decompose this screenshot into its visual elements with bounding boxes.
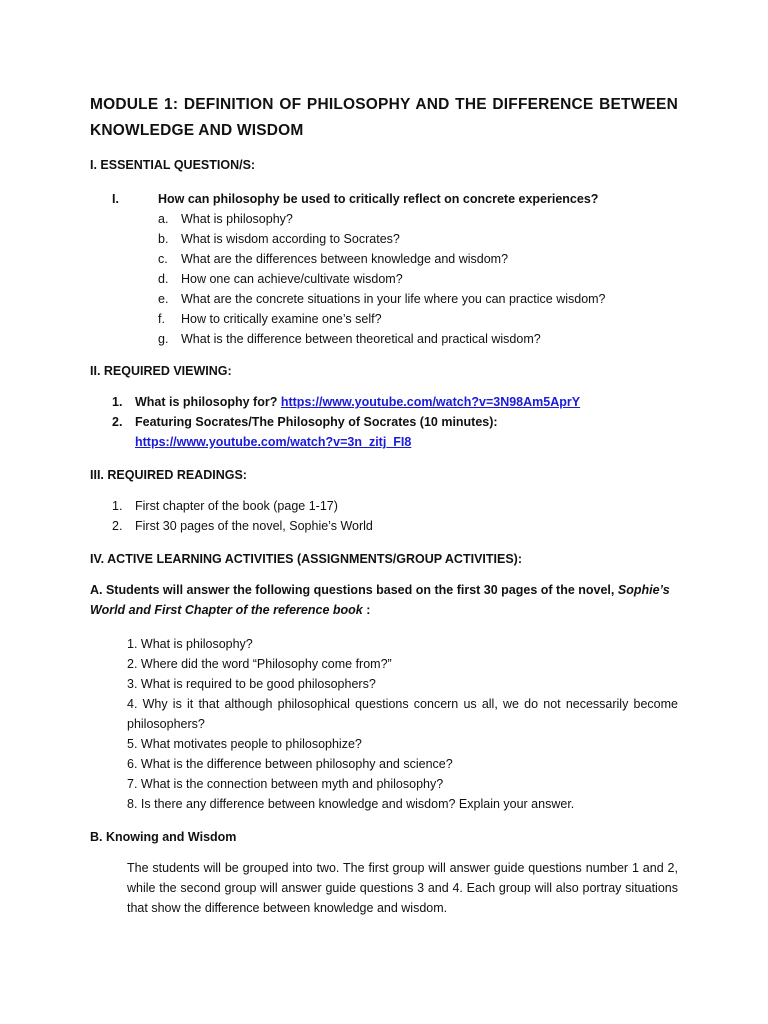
- list-marker: 1.: [112, 395, 123, 409]
- list-item: [158, 309, 678, 329]
- video-link[interactable]: https://www.youtube.com/watch?v=3N98Am5AprY: [280, 395, 581, 409]
- list-item: [112, 412, 678, 452]
- list-item: 2. Where did the word “Philosophy come from?”: [127, 657, 392, 671]
- list-item: [158, 269, 678, 289]
- activity-b-paragraph: The students will be grouped into two. The first group will answer guide questions number 1 and 2, while the second group will answer guide questions 3 and 4. Each group will also portray situations that show the difference between knowledge and wisdom.: [127, 861, 678, 915]
- viewing-item-text: Featuring Socrates/The Philosophy of Socrates (10 minutes):: [135, 415, 498, 429]
- list-item: 8. Is there any difference between knowledge and wisdom? Explain your answer.: [127, 797, 575, 811]
- list-marker: f.: [158, 312, 165, 326]
- list-item: 7. What is the connection between myth and philosophy?: [127, 777, 444, 791]
- activity-a-question-list: [90, 634, 678, 814]
- list-item: [158, 289, 678, 309]
- list-item: 5. What motivates people to philosophize?: [127, 737, 362, 751]
- subquestion-list: [90, 209, 678, 349]
- list-item: 4. Why is it that although philosophical questions concern us all, we do not necessarily become philosophers?: [127, 697, 678, 731]
- list-item-text: What is philosophy?: [181, 212, 293, 226]
- list-marker: 2.: [112, 415, 123, 429]
- section-heading-active-learning: IV. ACTIVE LEARNING ACTIVITIES (ASSIGNMENTS/GROUP ACTIVITIES):: [90, 552, 522, 566]
- list-marker: 2.: [112, 519, 123, 533]
- list-item: 1. What is philosophy?: [127, 637, 253, 651]
- list-item: [158, 209, 678, 229]
- list-item: 6. What is the difference between philosophy and science?: [127, 757, 453, 771]
- list-marker: 1.: [112, 499, 123, 513]
- main-question-marker: I.: [112, 192, 119, 206]
- list-item: [112, 496, 678, 516]
- list-item-text: How to critically examine one’s self?: [181, 312, 382, 326]
- main-question-text: How can philosophy be used to critically reflect on concrete experiences?: [158, 192, 599, 206]
- list-item: [112, 516, 678, 536]
- list-item-text: First chapter of the book (page 1-17): [135, 499, 338, 513]
- section-heading-essential-questions: I. ESSENTIAL QUESTION/S:: [90, 158, 256, 172]
- activity-a-instructions: [90, 580, 678, 620]
- list-item-text: First 30 pages of the novel, Sophie’s World: [135, 519, 373, 533]
- list-item-text: How one can achieve/cultivate wisdom?: [181, 272, 403, 286]
- page-title: MODULE 1: DEFINITION OF PHILOSOPHY AND THE DIFFERENCE BETWEEN KNOWLEDGE AND WISDOM: [90, 96, 678, 139]
- viewing-item-text: What is philosophy for?: [135, 395, 278, 409]
- list-item-text: What is wisdom according to Socrates?: [181, 232, 400, 246]
- required-viewing-list: [90, 392, 678, 452]
- list-marker: b.: [158, 232, 169, 246]
- list-marker: a.: [158, 212, 169, 226]
- list-item: [112, 392, 678, 412]
- list-item-text: What are the differences between knowledge and wisdom?: [181, 252, 509, 266]
- list-item-text: What are the concrete situations in your life where you can practice wisdom?: [181, 292, 606, 306]
- list-item: [158, 249, 678, 269]
- list-marker: c.: [158, 252, 168, 266]
- section-heading-required-readings: III. REQUIRED READINGS:: [90, 468, 247, 482]
- activity-a-intro-italic: Sophie’s World and First Chapter of the reference book: [90, 583, 670, 617]
- activity-a-intro-end: :: [362, 603, 371, 617]
- list-marker: g.: [158, 332, 169, 346]
- list-marker: d.: [158, 272, 169, 286]
- list-marker: e.: [158, 292, 169, 306]
- main-essential-question: [90, 189, 678, 209]
- list-item: [158, 229, 678, 249]
- list-item-text: What is the difference between theoretical and practical wisdom?: [181, 332, 541, 346]
- activity-b-heading: B. Knowing and Wisdom: [90, 830, 237, 844]
- video-link[interactable]: https://www.youtube.com/watch?v=3n_zitj_FI8: [135, 435, 412, 449]
- activity-a-intro: A. Students will answer the following questions based on the first 30 pages of the novel,: [90, 583, 615, 597]
- section-heading-required-viewing: II. REQUIRED VIEWING:: [90, 364, 232, 378]
- list-item: [158, 329, 678, 349]
- list-item: 3. What is required to be good philosophers?: [127, 677, 376, 691]
- required-readings-list: [90, 496, 678, 536]
